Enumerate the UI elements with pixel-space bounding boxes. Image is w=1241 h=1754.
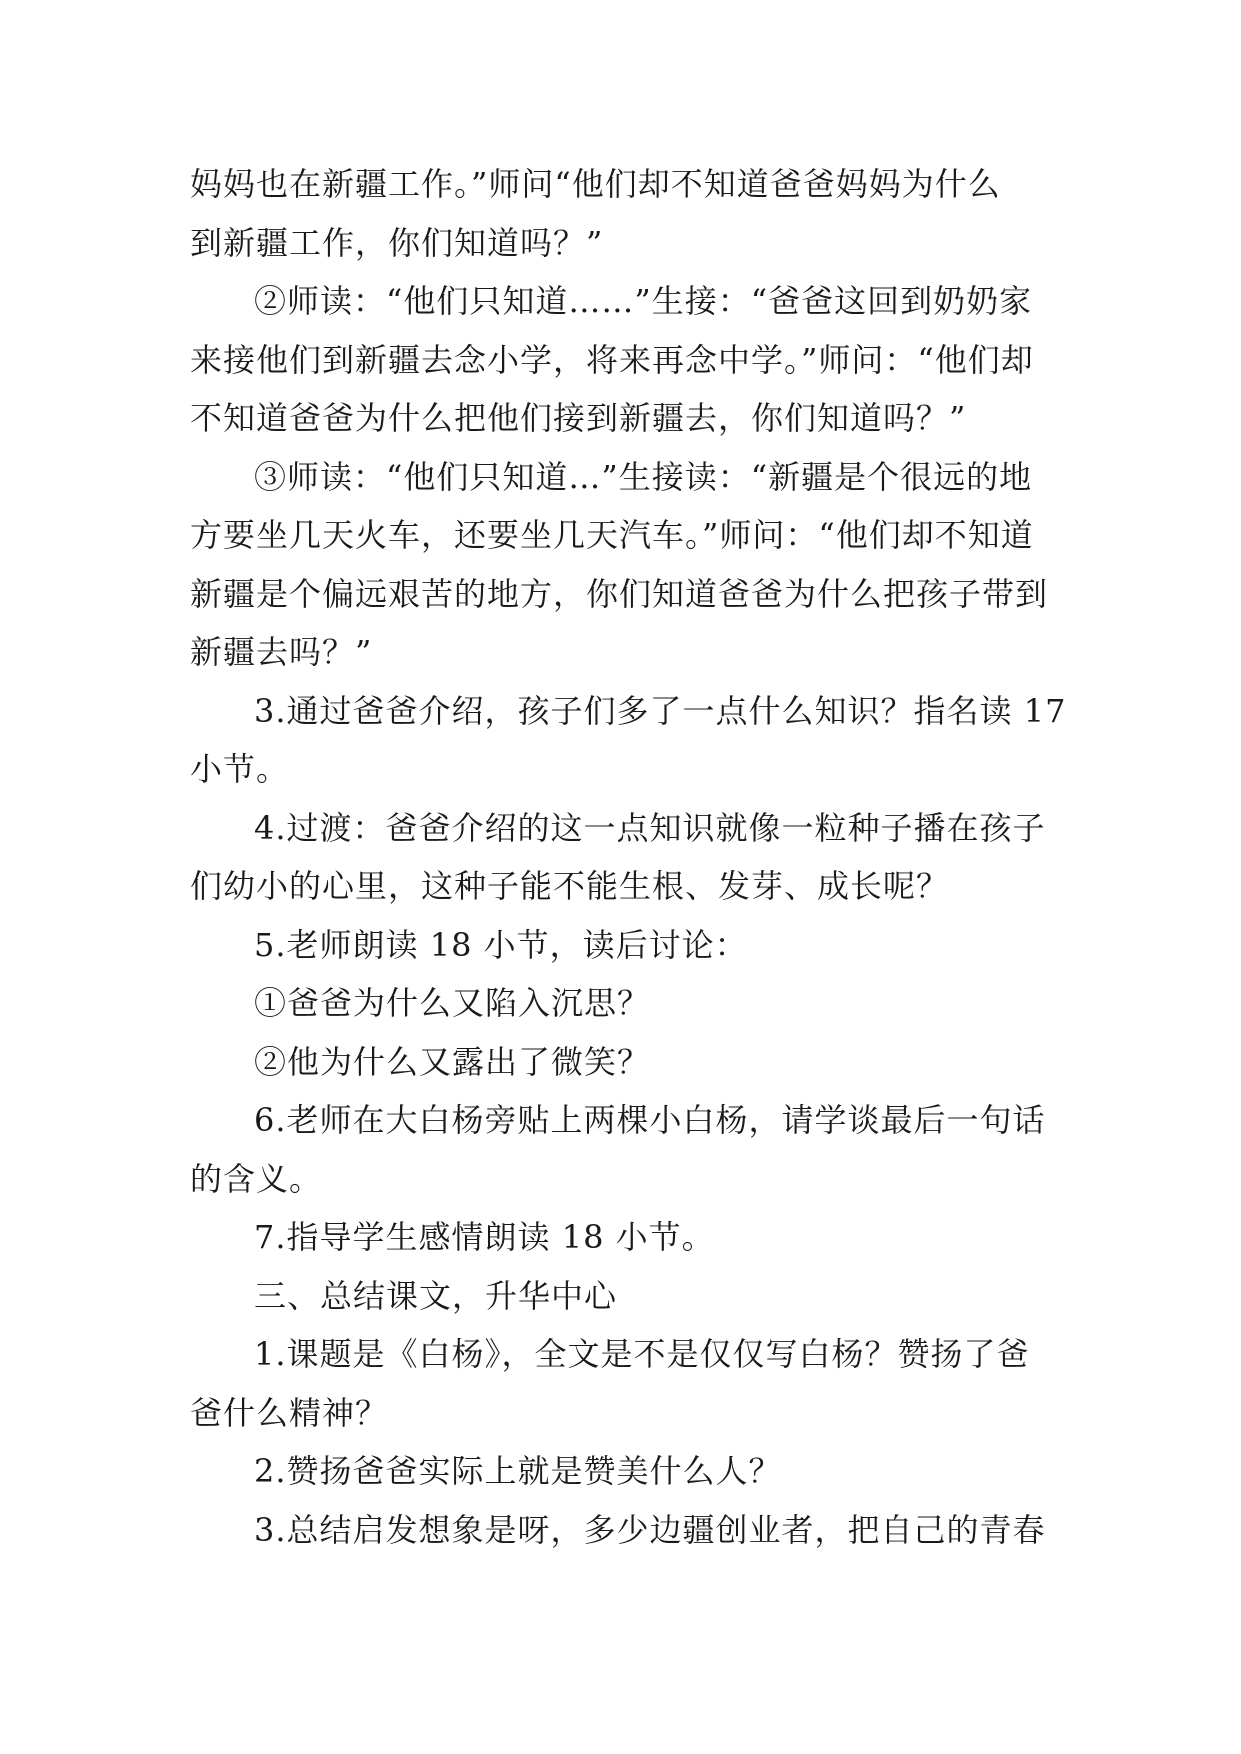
paragraph [190, 1091, 1054, 1208]
paragraph [190, 1208, 1054, 1267]
text-line: 1.课题是《白杨》，全文是不是仅仅写白杨？赞扬了爸 [254, 1335, 1030, 1373]
text-line: 的含义。 [190, 1159, 323, 1198]
text-line: 7.指导学生感情朗读 18 小节。 [254, 1218, 715, 1256]
paragraph [190, 448, 1054, 682]
paragraph [190, 1501, 1054, 1560]
paragraph [190, 1442, 1054, 1501]
text-line: 到新疆工作，你们知道吗？” [190, 223, 604, 262]
text-line: 3.通过爸爸介绍，孩子们多了一点什么知识？指名读 17 [254, 691, 1067, 730]
text-line: 新疆是个偏远艰苦的地方，你们知道爸爸为什么把孩子带到 [190, 574, 1049, 613]
text-line: 方要坐几天火车，还要坐几天汽车。”师问：“他们却不知道 [190, 516, 1034, 554]
paragraph [190, 1267, 1054, 1326]
text-line: 妈妈也在新疆工作。”师问“他们却不知道爸爸妈妈为什么 [190, 165, 1001, 203]
paragraph [190, 272, 1054, 448]
document-body [190, 155, 1067, 1559]
text-line: 来接他们到新疆去念小学，将来再念中学。”师问：“他们却 [190, 340, 1034, 379]
paragraph [190, 1033, 1054, 1092]
text-line: 6.老师在大白杨旁贴上两棵小白杨，请学谈最后一句话 [254, 1101, 1046, 1139]
text-line: 们幼小的心里，这种子能不能生根、发芽、成长呢？ [190, 867, 950, 905]
text-line: 爸什么精神？ [190, 1393, 389, 1432]
paragraph [190, 682, 1067, 799]
text-line: ②他为什么又露出了微笑？ [254, 1042, 651, 1081]
paragraph [190, 155, 1054, 272]
text-line: ①爸爸为什么又陷入沉思？ [254, 984, 651, 1022]
text-line: 4.过渡：爸爸介绍的这一点知识就像一粒种子播在孩子 [254, 808, 1046, 847]
text-line: 三、总结课文，升华中心 [254, 1276, 618, 1315]
text-line: ③师读：“他们只知道…”生接读：“新疆是个很远的地 [254, 457, 1033, 496]
text-line: 小节。 [190, 750, 290, 788]
text-line: ②师读：“他们只知道……”生接：“爸爸这回到奶奶家 [254, 282, 1033, 320]
text-line: 5.老师朗读 18 小节，读后讨论： [254, 925, 748, 964]
paragraph [190, 916, 1054, 975]
paragraph [190, 974, 1054, 1033]
text-line: 新疆去吗？” [190, 633, 373, 671]
text-line: 不知道爸爸为什么把他们接到新疆去，你们知道吗？” [190, 399, 967, 437]
text-line: 3.总结启发想象是呀，多少边疆创业者，把自己的青春 [254, 1510, 1046, 1549]
paragraph [190, 1325, 1054, 1442]
paragraph [190, 799, 1054, 916]
text-line: 2.赞扬爸爸实际上就是赞美什么人？ [254, 1452, 782, 1490]
